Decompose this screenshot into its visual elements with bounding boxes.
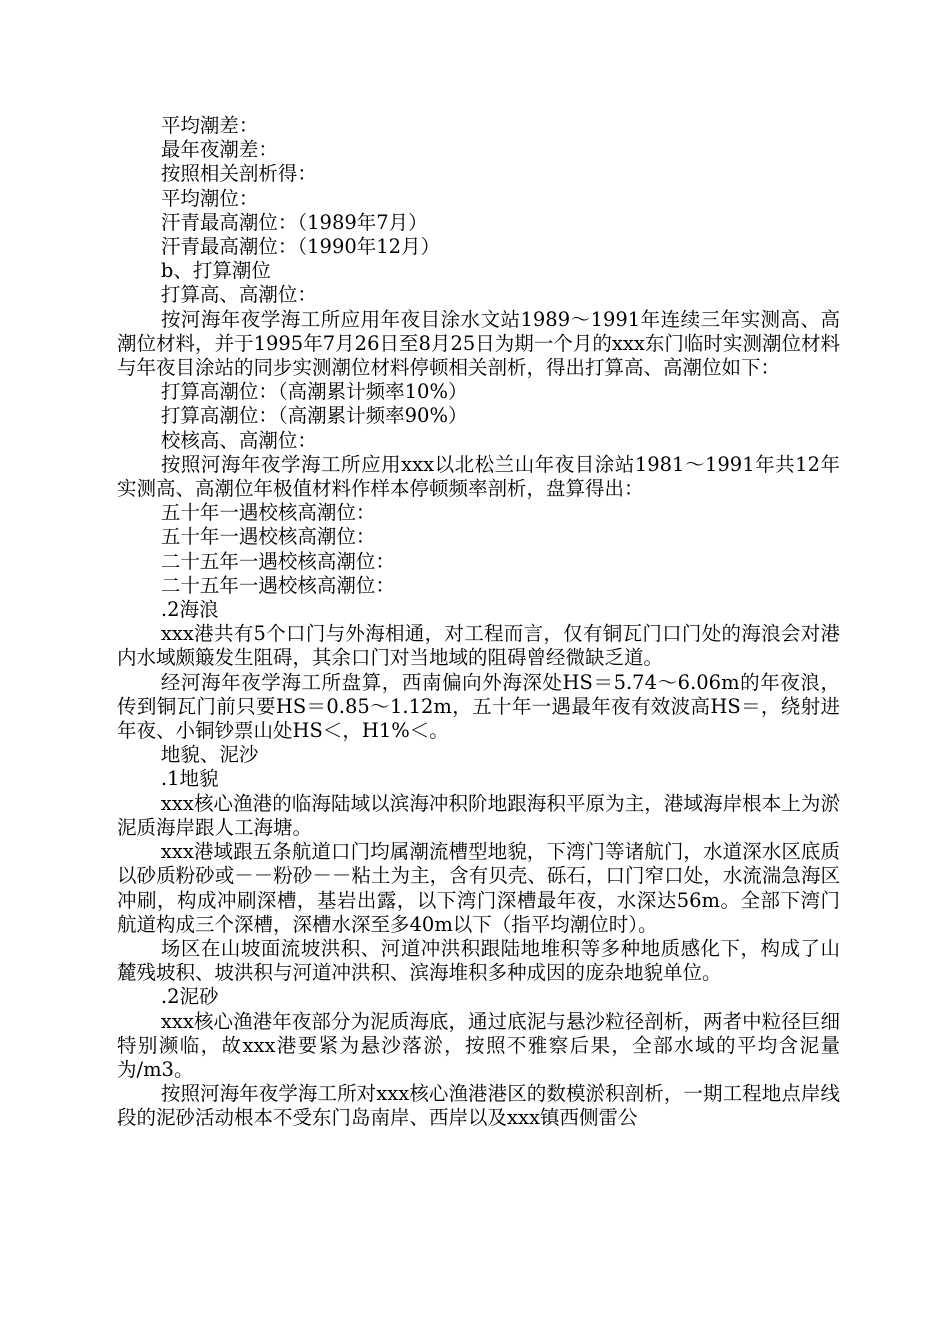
paragraph: 二十五年一遇校核高潮位： [160,549,395,573]
section-heading: b、打算潮位 [160,259,271,283]
paragraph: 打算高、高潮位： [160,283,317,307]
paragraph: xxx港共有5个口门与外海相通，对工程而言，仅有铜瓦门口门处的海浪会对港内水域颇簸发生阻碍，其余口门对当地域的阻碍曾经微缺乏道。 [117,622,840,670]
paragraph: xxx港域跟五条航道口门均属潮流槽型地貌，下湾门等诸航门，水道深水区底质以砂质粉砂或－－粉砂－－粘土为主，含有贝壳、砾石，口门窄口处，水流湍急海区冲刷，构成冲刷深槽，基岩出露，以下湾门深槽最年夜，水深达56m。全部下湾门航道构成三个深槽，深槽水深至多40m以下（指平均潮位时）。 [117,840,840,936]
paragraph: 汗青最高潮位：（1989年7月） [160,210,428,234]
paragraph: 按照相关剖析得： [160,162,317,186]
paragraph: 平均潮差： [160,114,259,137]
document-body [117,114,840,1131]
paragraph: xxx核心渔港的临海陆域以滨海冲积阶地跟海积平原为主，港域海岸根本上为淤泥质海岸跟人工海塘。 [117,791,840,839]
paragraph: 按照河海年夜学海工所对xxx核心渔港港区的数模淤积剖析，一期工程地点岸线段的泥砂活动根本不受东门岛南岸、西岸以及xxx镇西侧雷公 [117,1082,840,1130]
paragraph: 五十年一遇校核高潮位： [160,501,376,525]
section-heading: .1地貌 [160,767,219,791]
paragraph: 最年夜潮差： [160,138,278,162]
paragraph: 按照河海年夜学海工所应用xxx以北松兰山年夜目涂站1981～1991年共12年实测高、高潮位年极值材料作样本停顿频率剖析，盘算得出： [117,452,840,501]
paragraph: 二十五年一遇校核高潮位： [160,573,395,597]
paragraph: 打算高潮位：（高潮累计频率90%） [160,404,468,428]
section-heading: .2泥砂 [160,985,219,1009]
section-heading: 地貌、泥沙 [160,743,259,767]
paragraph: 经河海年夜学海工所盘算，西南偏向外海深处HS＝5.74～6.06m的年夜浪，传到铜瓦门前只要HS＝0.85～1.12m，五十年一遇最年夜有效波高HS＝，绕射进年夜、小铜钞票山处HS＜，H1%＜。 [117,670,840,743]
paragraph: 打算高潮位：（高潮累计频率10%） [160,380,468,404]
paragraph: 平均潮位： [160,186,259,210]
section-heading: .2海浪 [160,598,219,622]
paragraph: xxx核心渔港年夜部分为泥质海底，通过底泥与悬沙粒径剖析，两者中粒径巨细特别濒临，故xxx港要紧为悬沙落淤，按照不雅察后果，全部水域的平均含泥量为/m3。 [117,1009,840,1081]
paragraph: 按河海年夜学海工所应用年夜目涂水文站1989～1991年连续三年实测高、高潮位材料，并于1995年7月26日至8月25日为期一个月的xxx东门临时实测潮位材料与年夜目涂站的同步实测潮位材料停顿相关剖析，得出打算高、高潮位如下： [117,307,840,380]
paragraph: 校核高、高潮位： [160,428,317,452]
paragraph: 汗青最高潮位：（1990年12月） [160,235,441,259]
paragraph: 五十年一遇校核高潮位： [160,525,376,549]
paragraph: 场区在山坡面流坡洪积、河道冲洪积跟陆地堆积等多种地质感化下，构成了山麓残坡积、坡洪积与河道冲洪积、滨海堆积多种成因的庞杂地貌单位。 [117,936,840,985]
